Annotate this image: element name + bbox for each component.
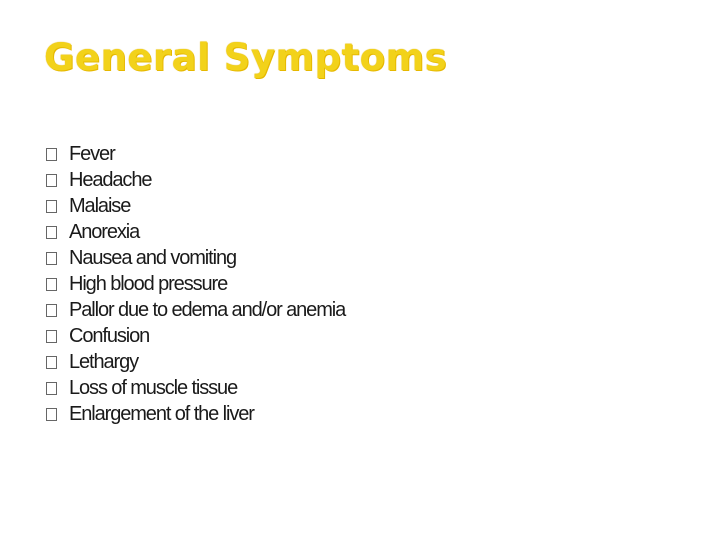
square-bullet-icon bbox=[46, 148, 57, 161]
bullet-text: Nausea and vomiting bbox=[69, 246, 236, 269]
bullet-text: Pallor due to edema and/or anemia bbox=[69, 298, 346, 321]
square-bullet-icon bbox=[46, 356, 57, 369]
bullet-text: Anorexia bbox=[69, 220, 140, 243]
square-bullet-icon bbox=[46, 330, 57, 343]
square-bullet-icon bbox=[46, 252, 57, 265]
square-bullet-icon bbox=[46, 278, 57, 291]
bullet-text: Headache bbox=[69, 168, 152, 191]
square-bullet-icon bbox=[46, 200, 57, 213]
square-bullet-icon bbox=[46, 174, 57, 187]
slide-title: General Symptoms bbox=[44, 36, 448, 79]
bullet-text: Fever bbox=[69, 142, 115, 165]
list-item bbox=[46, 219, 345, 245]
square-bullet-icon bbox=[46, 304, 57, 317]
bullet-text: High blood pressure bbox=[69, 272, 228, 295]
bullet-text: Malaise bbox=[69, 194, 131, 217]
list-item bbox=[46, 271, 345, 297]
list-item bbox=[46, 141, 345, 167]
list-item bbox=[46, 245, 345, 271]
bullet-text: Confusion bbox=[69, 324, 150, 347]
bullet-text: Lethargy bbox=[69, 350, 139, 373]
bullet-text: Enlargement of the liver bbox=[69, 402, 254, 425]
square-bullet-icon bbox=[46, 408, 57, 421]
square-bullet-icon bbox=[46, 226, 57, 239]
list-item bbox=[46, 193, 345, 219]
list-item bbox=[46, 349, 345, 375]
bullet-text: Loss of muscle tissue bbox=[69, 376, 238, 399]
list-item bbox=[46, 401, 345, 427]
square-bullet-icon bbox=[46, 382, 57, 395]
list-item bbox=[46, 323, 345, 349]
list-item bbox=[46, 375, 345, 401]
list-item bbox=[46, 297, 345, 323]
list-item bbox=[46, 167, 345, 193]
bullet-list bbox=[46, 141, 345, 427]
